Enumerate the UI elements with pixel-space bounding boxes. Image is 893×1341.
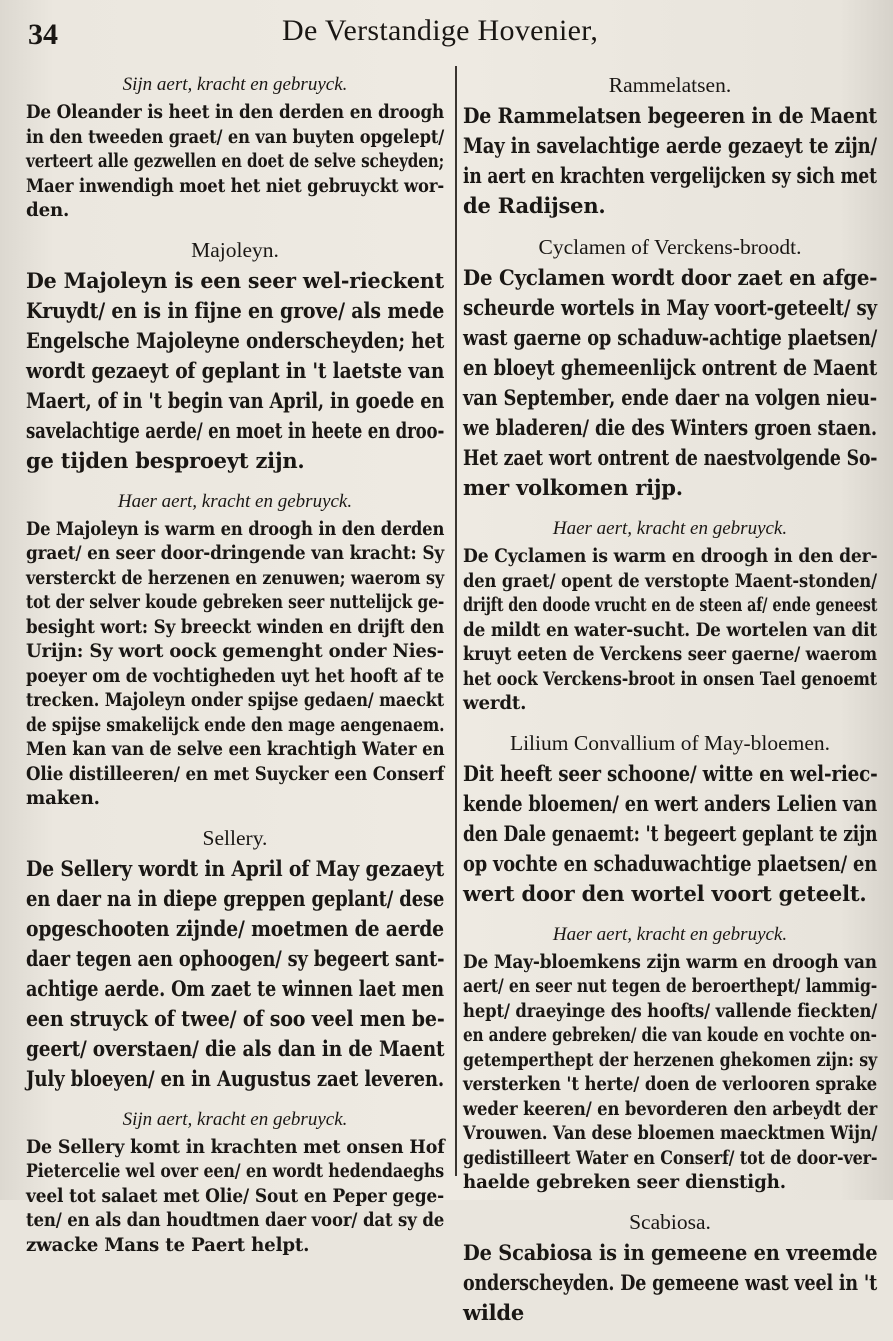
- text-line: en andere gebreken/ die van koude en vochte on-: [463, 1025, 877, 1046]
- page-header: [0, 0, 893, 66]
- text-line: zwacke Mans te Paert helpt.: [26, 1234, 310, 1256]
- text-line: versterckt de herzenen en zenuwen; waerom sy: [26, 567, 444, 589]
- text-line: De Rammelatsen begeeren in de Maent: [463, 103, 878, 128]
- text-line: kruyt eeten de Verckens seer gaerne/ waerom: [463, 644, 878, 665]
- paragraph: [463, 263, 877, 503]
- text-line: den.: [26, 200, 70, 221]
- text-line: Olie distilleeren/ en met Suycker een Conserf: [26, 763, 445, 785]
- text-line: geert/ overstaen/ die als dan in de Maent: [26, 1035, 445, 1061]
- column-divider: [455, 66, 457, 1176]
- text-line: Urijn: Sy wort oock gemenght onder Nies-: [26, 641, 444, 662]
- section-heading: Scabiosa.: [629, 1209, 711, 1234]
- paragraph: [26, 854, 444, 1094]
- text-line: Men kan van de selve een krachtigh Water en: [26, 739, 445, 760]
- text-line: de spijse smakelijck ende den mage aengenaem.: [26, 714, 445, 736]
- running-title: De Verstandige Hovenier,: [282, 14, 599, 47]
- text-line: we bladeren/ die des Winters groen staen.: [463, 415, 877, 440]
- text-line: den graet/ opent de verstopte Maent-stonden/: [463, 570, 877, 592]
- paragraph: [463, 545, 877, 717]
- text-line: ge tijden besproeyt zijn.: [26, 447, 305, 473]
- text-line: poeyer om de vochtigheden uyt het hooft af te: [26, 665, 445, 687]
- section-subheading: Sijn aert, kracht en gebruyck.: [122, 1108, 348, 1130]
- text-line: De Cyclamen wordt door zaet en afge-: [463, 265, 878, 290]
- text-line: De Majoleyn is warm en droogh in den derden: [26, 518, 445, 540]
- text-line: gedistilleert Water en Conserf/ tot de door-ver-: [463, 1147, 878, 1169]
- text-line: en daer na in diepe greppen geplant/ dese: [26, 885, 445, 911]
- text-line: Pietercelie wel over een/ en wordt hedendaeghs: [26, 1161, 445, 1182]
- text-line: mer volkomen rijp.: [463, 475, 683, 500]
- text-line: Het zaet wort ontrent de naestvolgende So-: [463, 445, 878, 470]
- text-line: tot der selver koude gebreken seer nuttelijck ge-: [26, 592, 445, 613]
- section-heading: Cyclamen of Verckens-broodt.: [538, 235, 802, 259]
- text-line: aert/ en seer nut tegen de beroerthept/ lammig-: [463, 976, 878, 997]
- text-line: scheurde wortels in May voort-geteelt/ sy: [463, 295, 877, 320]
- text-line: wert door den wortel voort geteelt.: [463, 880, 867, 906]
- paragraph: [26, 101, 444, 224]
- left-column: [26, 72, 444, 1271]
- text-line: van September, ende daer na volgen nieu-: [463, 385, 877, 410]
- text-line: graet/ en seer door-dringende van kracht: Sy: [26, 543, 445, 564]
- section-subheading: Haer aert, kracht en gebruyck.: [117, 490, 353, 512]
- text-line: Dit heeft seer schoone/ witte en wel-riec-: [463, 760, 878, 786]
- text-line: in aert en krachten vergelijcken sy sich met: [463, 163, 877, 188]
- text-line: De May-bloemkens zijn warm en droogh van: [463, 951, 877, 973]
- paragraph: [26, 518, 444, 812]
- text-line: trecken. Majoleyn onder spijse gedaen/ maeckt: [26, 690, 444, 711]
- text-line: den Dale genaemt: 't begeert geplant te zijn: [463, 820, 878, 846]
- text-line: besight wort: Sy breeckt winden en drijft den: [26, 616, 445, 638]
- paragraph: [463, 1238, 877, 1328]
- text-line: hept/ draeyinge des hoofts/ vallende fieckten/: [463, 1000, 878, 1022]
- paragraph: [463, 951, 877, 1196]
- text-line: wordt gezaeyt of geplant in 't laetste van: [26, 357, 445, 383]
- paragraph: [26, 266, 444, 476]
- text-line: drijft den doode vrucht en de steen af/ ende geneest: [463, 595, 878, 616]
- text-line: kende bloemen/ en wert anders Lelien van: [463, 790, 878, 816]
- paragraph: [463, 759, 877, 909]
- section-heading: Lilium Convallium of May-bloemen.: [509, 730, 831, 755]
- section-subheading: Haer aert, kracht en gebruyck.: [552, 518, 788, 539]
- text-line: Maer inwendigh moet het niet gebruyckt wor-: [26, 175, 445, 197]
- section-heading: Sellery.: [202, 825, 268, 850]
- text-line: de Radijsen.: [463, 193, 606, 218]
- text-line: De Sellery wordt in April of May gezaeyt: [26, 855, 445, 881]
- text-line: Engelsche Majoleyne onderscheyden; het: [26, 327, 445, 353]
- text-line: Vrouwen. Van dese bloemen maecktmen Wijn/: [463, 1123, 878, 1144]
- right-column: [463, 72, 877, 1341]
- text-line: July bloeyen/ en in Augustus zaet leveren.: [26, 1065, 445, 1091]
- text-line: de mildt en water-sucht. De wortelen van dit: [463, 619, 877, 641]
- text-line: versterken 't herte/ doen de verlooren sprake: [463, 1074, 878, 1095]
- text-line: werdt.: [463, 693, 527, 714]
- paragraph: [463, 101, 877, 221]
- text-line: ten/ en als dan houdtmen daer voor/ dat sy de: [26, 1210, 445, 1231]
- text-line: Maert, of in 't begin van April, in goede en: [26, 387, 445, 413]
- page-number: 34: [28, 18, 58, 51]
- section-subheading: Haer aert, kracht en gebruyck.: [552, 923, 788, 945]
- text-line: en bloeyt ghemeenlijck ontrent de Maent: [463, 355, 878, 380]
- text-line: een struyck of twee/ of soo veel men be-: [26, 1005, 445, 1031]
- text-line: De Sellery komt in krachten met onsen Hof: [26, 1136, 445, 1158]
- text-line: onderscheyden. De gemeene wast veel in 't: [463, 1269, 878, 1295]
- text-line: De Majoleyn is een seer wel-rieckent: [26, 267, 444, 293]
- text-line: De Oleander is heet in den derden en droogh: [26, 102, 445, 123]
- text-line: daer tegen aen ophoogen/ sy begeert sant-: [26, 945, 445, 971]
- section-heading: Majoleyn.: [191, 237, 279, 262]
- text-line: maken.: [26, 788, 100, 809]
- text-line: wast gaerne op schaduw-achtige plaetsen/: [463, 325, 878, 350]
- paragraph: [26, 1136, 444, 1259]
- text-line: achtige aerde. Om zaet te winnen laet men: [26, 975, 444, 1001]
- section-heading: Rammelatsen.: [608, 73, 732, 97]
- text-line: May in savelachtige aerde gezaeyt te zijn/: [463, 133, 877, 158]
- text-line: veel tot salaet met Olie/ Sout en Peper gege-: [26, 1185, 444, 1207]
- text-line: De Scabiosa is in gemeene en vreemde: [463, 1239, 878, 1265]
- text-line: op vochte en schaduwachtige plaetsen/ en: [463, 850, 877, 876]
- section-subheading: Sijn aert, kracht en gebruyck.: [122, 74, 348, 95]
- text-line: verteert alle gezwellen en doet de selve scheyden;: [26, 151, 445, 172]
- text-line: savelachtige aerde/ en moet in heete en droo-: [26, 417, 445, 443]
- text-line: weder keeren/ en bevorderen den arbeydt der: [463, 1098, 878, 1120]
- text-line: in den tweeden graet/ en van buyten opgelept/: [26, 126, 445, 148]
- text-line: het oock Verckens-broot in onsen Tael genoemt: [463, 668, 877, 690]
- text-line: opgeschooten zijnde/ moetmen de aerde: [26, 915, 444, 941]
- text-line: Kruydt/ en is in fijne en grove/ als mede: [26, 297, 445, 323]
- text-line: getemperthept der herzenen ghekomen zijn: sy: [463, 1049, 878, 1071]
- text-line: wilde: [463, 1299, 525, 1325]
- text-line: De Cyclamen is warm en droogh in den der-: [463, 546, 878, 567]
- text-line: haelde gebreken seer dienstigh.: [463, 1172, 786, 1193]
